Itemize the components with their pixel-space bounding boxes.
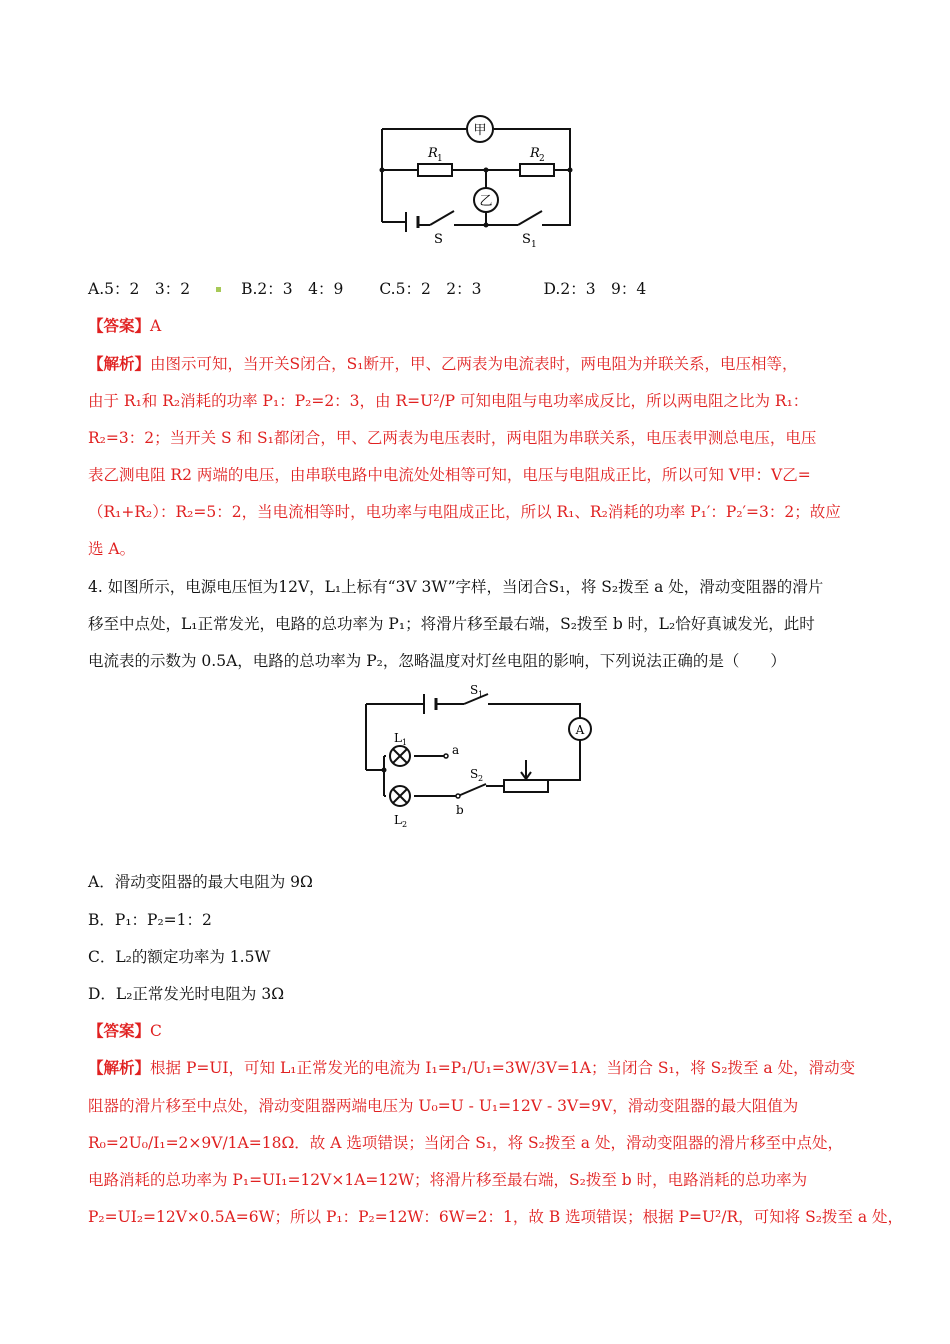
q3-analysis-line-3: R₂=3：2；当开关 S 和 S₁都闭合，甲、乙两表为电压表时，两电阻为串联关系，电压表甲测总电压，电压 <box>88 429 817 447</box>
q3-option-a: A.5：2 3：2 <box>88 280 191 298</box>
switch-s2-sub: 2 <box>478 774 484 783</box>
meter-yi-label: 乙 <box>479 194 493 209</box>
q3-analysis-tag: 【解析】 <box>88 354 151 373</box>
q3-analysis-text-1: 由图示可知，当开关S闭合，S₁断开，甲、乙两表为电流表时，两电阻为并联关系，电压相等， <box>150 355 798 373</box>
q4-option-b: B．P₁：P₂=1：2 <box>88 911 212 929</box>
r1-sub: 1 <box>437 154 443 164</box>
q4-answer-value: C <box>150 1022 162 1040</box>
switch-s1-label-2: S <box>470 684 479 697</box>
lamp-l2-label: L <box>394 813 402 827</box>
switch-s1-label: S <box>522 232 531 247</box>
lamp-l2-sub: 2 <box>402 820 408 829</box>
r2-sub: 2 <box>539 154 545 164</box>
q3-options <box>88 279 646 299</box>
q3-analysis-line-1 <box>88 354 797 374</box>
switch-s2-label: S <box>470 767 479 781</box>
q4-analysis-line-5: P₂=UI₂=12V×0.5A=6W；所以 P₁：P₂=12W：6W=2：1，故 B 选项错误；根据 P=U²/R，可知将 S₂拨至 a 处， <box>88 1208 904 1226</box>
q4-analysis-text-1: 根据 P=UI，可知 L₁正常发光的电流为 I₁=P₁/U₁=3W/3V=1A；当闭合 S₁，将 S₂拨至 a 处，滑动变 <box>150 1059 856 1077</box>
q4-stem-line-3: 电流表的示数为 0.5A，电路的总功率为 P₂，忽略温度对灯丝电阻的影响，下列说法正确的是（ ） <box>88 652 786 670</box>
q3-answer-value: A <box>150 317 162 335</box>
q4-stem-line-2: 移至中点处，L₁正常发光，电路的总功率为 P₁；将滑片移至最右端，S₂拨至 b 时，L₂恰好真诚发光，此时 <box>88 615 815 633</box>
q3-option-c: C.5：2 2：3 <box>379 280 482 298</box>
q4-analysis-line-3: R₀=2U₀/I₁=2×9V/1A=18Ω．故 A 选项错误；当闭合 S₁，将 S₂拨至 a 处，滑动变阻器的滑片移至中点处， <box>88 1134 843 1152</box>
circuit-diagram-1 <box>370 112 580 252</box>
q3-analysis-line-5: （R₁+R₂）：R₂=5：2，当电流相等时，电功率与电阻成正比，所以 R₁、R₂消耗的功率 P₁′：P₂′=3：2；故应 <box>88 503 841 521</box>
switch-s-label: S <box>434 232 443 247</box>
q3-option-d: D.2：3 9：4 <box>543 280 647 298</box>
q3-answer <box>88 316 161 336</box>
meter-jia-label: 甲 <box>473 123 487 138</box>
q4-answer-tag: 【答案】 <box>88 1021 151 1040</box>
q4-option-a: A．滑动变阻器的最大电阻为 9Ω <box>88 873 313 891</box>
ammeter-label: A <box>575 723 585 737</box>
q4-answer <box>88 1021 162 1041</box>
bullet-dot-icon <box>216 287 221 292</box>
q3-analysis-line-2: 由于 R₁和 R₂消耗的功率 P₁：P₂=2：3，由 R=U²/P 可知电阻与电功率成反比，所以两电阻之比为 R₁： <box>88 392 809 410</box>
q4-analysis-tag: 【解析】 <box>88 1058 151 1077</box>
q3-answer-tag: 【答案】 <box>88 316 151 335</box>
r2-label: R <box>530 146 540 161</box>
q3-analysis-line-4: 表乙测电阻 R2 两端的电压，由串联电路中电流处处相等可知，电压与电阻成正比，所以可知 V甲：V乙= <box>88 466 811 484</box>
q4-analysis-line-1 <box>88 1058 855 1078</box>
lamp-l1-sub: 1 <box>402 738 408 747</box>
q4-analysis-line-4: 电路消耗的总功率为 P₁=UI₁=12V×1A=12W；将滑片移至最右端，S₂拨至 b 时，电路消耗的总功率为 <box>88 1171 808 1189</box>
q4-analysis-line-2: 阻器的滑片移至中点处，滑动变阻器两端电压为 U₀=U - U₁=12V - 3V=9V，滑动变阻器的最大阻值为 <box>88 1097 799 1115</box>
q3-analysis-line-6: 选 A。 <box>88 540 136 558</box>
terminal-a-label: a <box>452 743 460 757</box>
switch-s1-sub-2: 1 <box>478 690 484 699</box>
r1-label: R <box>428 146 438 161</box>
q4-option-c: C．L₂的额定功率为 1.5W <box>88 948 271 966</box>
q4-stem-line-1: 4. 如图所示，电源电压恒为12V，L₁上标有“3V 3W”字样，当闭合S₁，将 S₂拨至 a 处，滑动变阻器的滑片 <box>88 578 824 596</box>
switch-s1-sub: 1 <box>531 240 537 250</box>
q3-option-b: B.2：3 4：9 <box>241 280 344 298</box>
circuit-diagram-2 <box>358 684 618 840</box>
terminal-b-label: b <box>456 803 464 817</box>
lamp-l1-label: L <box>394 731 402 745</box>
q4-option-d: D．L₂正常发光时电阻为 3Ω <box>88 985 285 1003</box>
